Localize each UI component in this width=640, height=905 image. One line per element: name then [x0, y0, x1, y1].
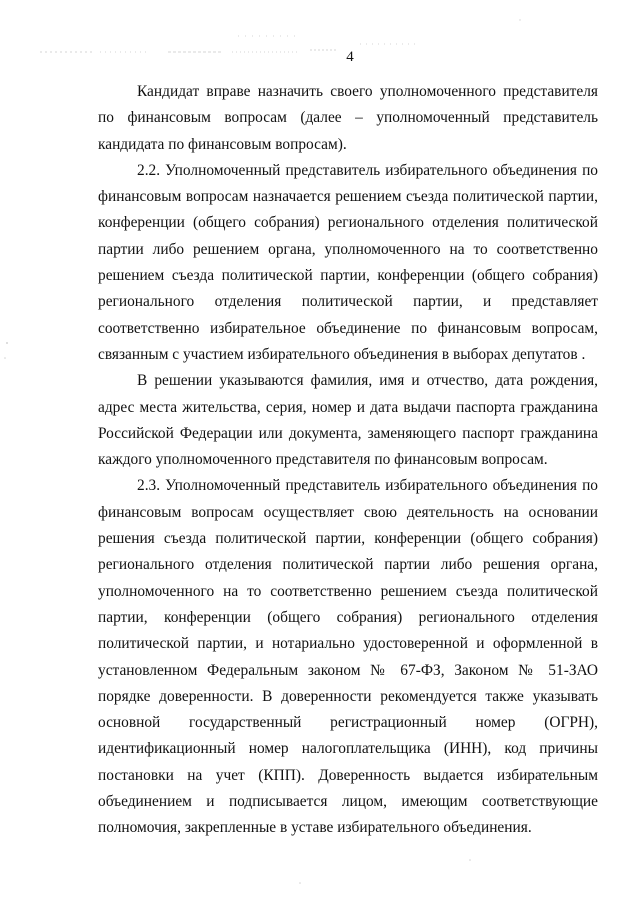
paragraph-decision-details: В решении указываются фамилия, имя и отчество, дата рождения, адрес места жительства, серия, номер и дата выдачи паспорта гражданина Российской Федерации или документа, заменяющего паспорт гражданина каждого уполномоченного представителя по финансовым вопросам. [98, 372, 598, 469]
paragraph-2-2: 2.2. Уполномоченный представитель избирательного объединения по финансовым вопросам назначается решением съезда политической партии, конференции (общего собрания) регионального отделения политической партии либо решением органа, уполномоченного на то соответственно решением съезда политической партии, конференции (общего собрания) регионального отделения политической партии, и представляет соответственно избирательное объединение по финансовым вопросам, связанным с участием избирательного объединения в выборах депутатов . [98, 161, 598, 363]
document-body [98, 79, 598, 842]
paragraph-candidate-representative: Кандидат вправе назначить своего уполномоченного представителя по финансовым вопросам (далее – уполномоченный представитель кандидата по финансовым вопросам). [98, 83, 598, 153]
page-number: 4 [346, 49, 354, 65]
paragraph-2-3: 2.3. Уполномоченный представитель избирательного объединения по финансовым вопросам осуществляет свою деятельность на основании решения съезда политической партии, конференции (общего собрания) регионального отделения политической партии либо решения органа, уполномоченного на то соответственно решением съезда политической партии, конференции (общего собрания) регионального отделения политической партии, и нотариально удостоверенной и оформленной в установленном Федеральным законом № 67-ФЗ, Законом № 51-ЗАО порядке доверенности. В доверенности рекомендуется также указывать основной государственный регистрационный номер (ОГРН), идентификационный номер налогоплательщика (ИНН), код причины постановки на учет (КПП). Доверенность выдается избирательным объединением и подписывается лицом, имеющим соответствующие полномочия, закрепленные в уставе избирательного объединения. [98, 477, 598, 837]
